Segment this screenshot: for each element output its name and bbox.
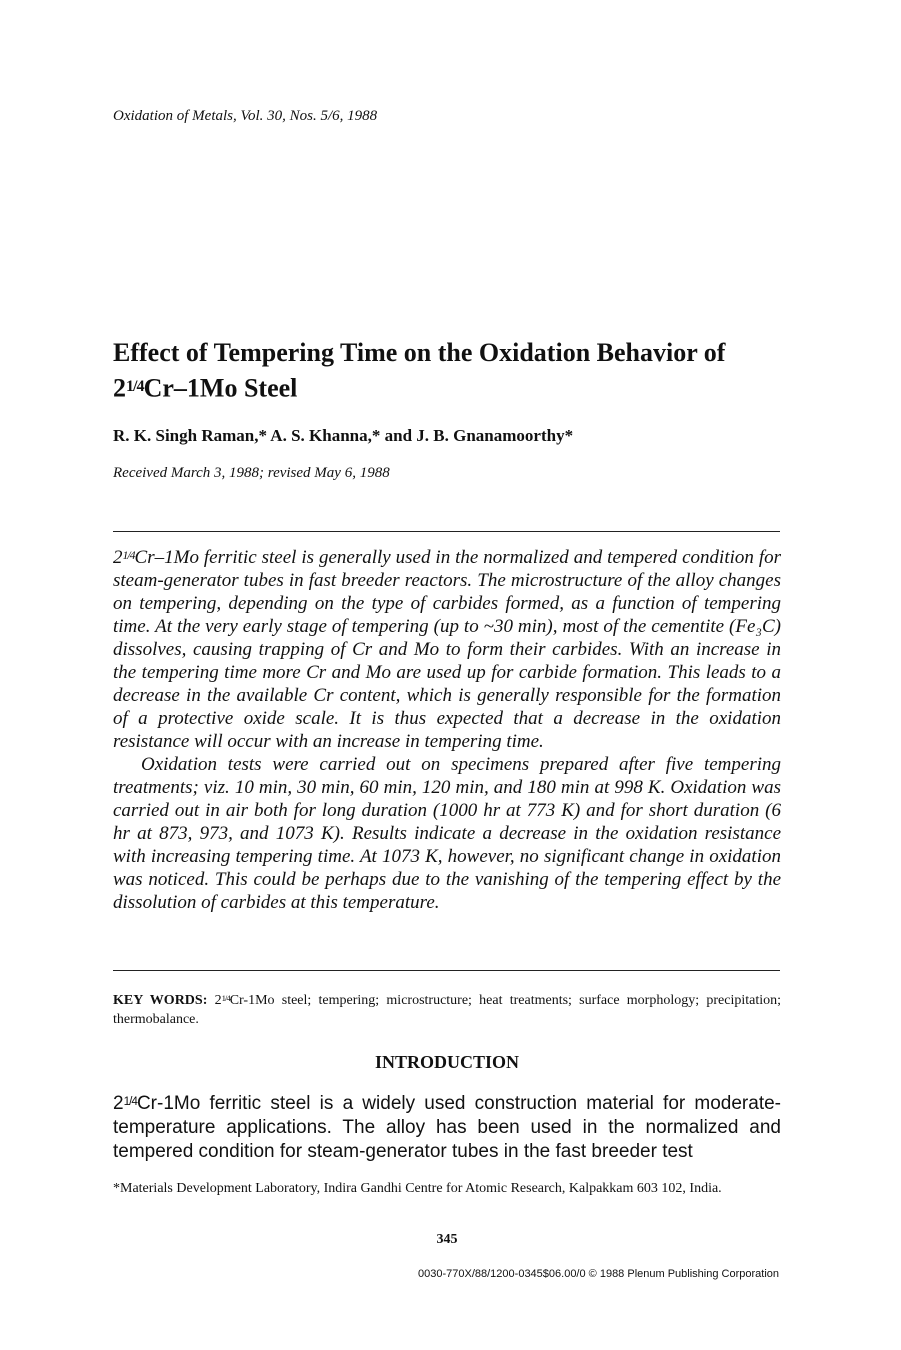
keywords — [113, 989, 781, 1029]
copyright-line: 0030-770X/88/1200-0345$06.00/0 © 1988 Plenum Publishing Corporation — [418, 1268, 779, 1280]
section-heading-introduction: INTRODUCTION — [374, 1052, 520, 1072]
keywords-alloy-fraction: 1/4 — [221, 993, 230, 1003]
keywords-alloy-prefix: 2 — [214, 993, 222, 1009]
article-title-fraction: 1/4 — [126, 378, 144, 395]
intro-alloy-prefix: 2 — [113, 1093, 124, 1115]
journal-citation: Oxidation of Metals, Vol. 30, Nos. 5/6, 1988 — [113, 108, 378, 124]
abstract-top-divider — [113, 531, 780, 532]
abstract-alloy-fraction: 1/4 — [122, 549, 135, 562]
keywords-label: KEY WORDS: — [113, 993, 208, 1009]
abstract — [113, 544, 781, 914]
abstract-bottom-divider — [113, 970, 780, 971]
received-date: Received March 3, 1988; revised May 6, 1988 — [113, 465, 390, 481]
keywords-text: Cr-1Mo steel; tempering; microstructure; heat treatments; surface morphology; precipitation; thermobalance. — [113, 993, 782, 1028]
abstract-paragraph-1 — [113, 544, 781, 753]
article-title-suffix: Cr–1Mo Steel — [143, 373, 298, 403]
introduction-paragraph — [113, 1090, 781, 1164]
abstract-paragraph-2: Oxidation tests were carried out on specimens prepared after five tempering treatments; viz. 10 min, 30 min, 60 min, 120 min, and 180 min at 998 K. Oxidation was carried out in air both for long duration (1000 hr at 773 K) and for short duration (6 hr at 873, 973, and 1073 K). Results indicate a decrease in the oxidation resistance with increasing tempering time. At 1073 K, however, no significant change in oxidation was noticed. This could be perhaps due to the vanishing of the tempering effect by the dissolution of carbides at this temperature. — [113, 754, 781, 914]
introduction-text: Cr-1Mo ferritic steel is a widely used construction material for moderate-temperature applications. The alloy has been used in the normalized and tempered condition for steam-generator tubes in the fast breeder test — [113, 1093, 781, 1163]
abstract-alloy-prefix: 2 — [113, 547, 123, 569]
article-title — [113, 336, 793, 406]
intro-alloy-fraction: 1/4 — [123, 1095, 137, 1108]
article-title-prefix: Effect of Tempering Time on the Oxidation Behavior of 2 — [113, 338, 726, 403]
page-number: 345 — [436, 1232, 458, 1247]
abstract-paragraph-1-text: Cr–1Mo ferritic steel is generally used in the normalized and tempered condition for steam-generator tubes in fast breeder reactors. The microstructure of the alloy changes on tempering, depending on the type of carbides formed, as a function of tempering time. At the very early stage of tempering (up to ~30 min), most of the cementite (Fe₃C) dissolves, causing trapping of Cr and Mo to form their carbides. With an increase in the tempering time more Cr and Mo are used up for carbide formation. This leads to a decrease in the available Cr content, which is generally responsible for the formation of a protective oxide scale. It is thus expected that a decrease in the oxidation resistance will occur with an increase in tempering time. — [113, 547, 781, 753]
author-list: R. K. Singh Raman,* A. S. Khanna,* and J. B. Gnanamoorthy* — [113, 426, 574, 445]
affiliation-footnote: *Materials Development Laboratory, Indira Gandhi Centre for Atomic Research, Kalpakkam 603 102, India. — [113, 1181, 722, 1196]
